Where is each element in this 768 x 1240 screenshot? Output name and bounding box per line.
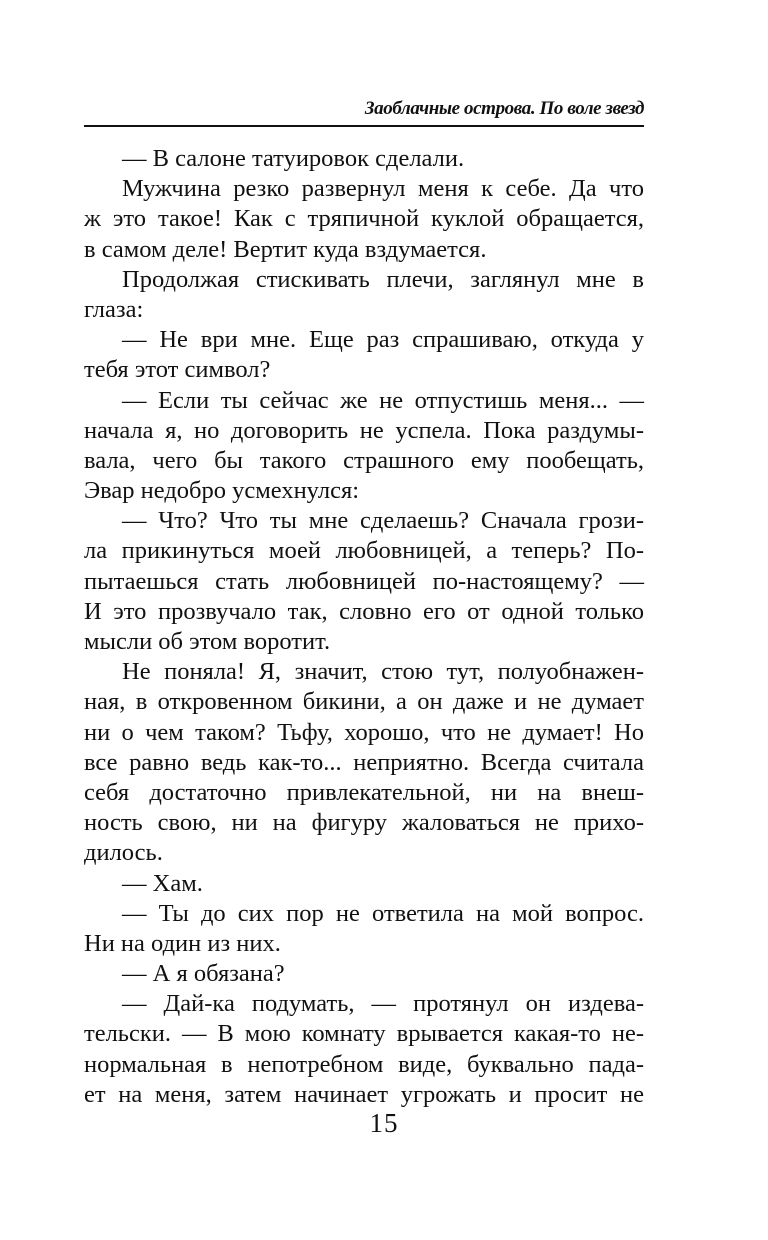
text-line: — Хам.: [122, 869, 203, 897]
text-line: в самом деле! Вертит куда вздумается.: [84, 235, 487, 263]
text-line: вала, чего бы такого страшного ему пообещать,: [84, 446, 644, 474]
text-line: — Не ври мне. Еще раз спрашиваю, откуда у: [122, 326, 644, 354]
page-number: 15: [369, 1108, 399, 1138]
text-line: — А я обязана?: [122, 960, 285, 988]
text-line: — В салоне татуировок сделали.: [122, 145, 465, 172]
text-line: И это прозвучало так, словно его от одной только: [84, 597, 644, 625]
text-line: Продолжая стискивать плечи, заглянул мне в: [122, 265, 644, 293]
header-rule: [84, 125, 644, 127]
body-text: [84, 144, 644, 1110]
text-line: ность свою, ни на фигуру жаловаться не прихо-: [84, 809, 644, 837]
text-line: пытаешься стать любовницей по-настоящему? —: [84, 567, 644, 595]
text-line: — Ты до сих пор не ответила на мой вопрос.: [122, 899, 644, 927]
text-line: глаза:: [84, 295, 144, 323]
text-line: нормальная в непотребном виде, буквально пада-: [84, 1050, 644, 1078]
text-line: — Если ты сейчас же не отпустишь меня... —: [122, 386, 644, 414]
text-line: тельски. — В мою комнату врывается какая-то не-: [84, 1020, 644, 1048]
text-line: ни о чем таком? Тьфу, хорошо, что не думает! Но: [84, 718, 644, 746]
text-line: ет на меня, затем начинает угрожать и просит не: [84, 1080, 644, 1108]
text-line: все равно ведь как-то... неприятно. Всегда считала: [84, 748, 644, 776]
text-line: ная, в откровенном бикини, а он даже и не думает: [84, 688, 644, 716]
text-line: ж это такое! Как с тряпичной куклой обращается,: [84, 205, 644, 233]
text-line: себя достаточно привлекательной, ни на внеш-: [84, 778, 644, 806]
text-line: Ни на один из них.: [84, 929, 281, 957]
running-head: Заоблачные острова. По воле звезд: [364, 98, 644, 119]
text-line: — Дай-ка подумать, — протянул он издева-: [122, 990, 644, 1018]
text-line: — Что? Что ты мне сделаешь? Сначала грози-: [122, 507, 644, 535]
text-line: начала я, но договорить не успела. Пока раздумы-: [84, 416, 644, 444]
text-line: Эвар недобро усмехнулся:: [84, 477, 360, 505]
text-line: мысли об этом воротит.: [84, 628, 331, 655]
text-line: тебя этот символ?: [84, 356, 271, 384]
text-line: Мужчина резко развернул меня к себе. Да что: [122, 175, 644, 203]
text-line: дилось.: [84, 839, 163, 867]
text-line: Не поняла! Я, значит, стою тут, полуобнажен-: [122, 658, 644, 686]
text-line: ла прикинуться моей любовницей, а теперь? По-: [84, 537, 644, 565]
